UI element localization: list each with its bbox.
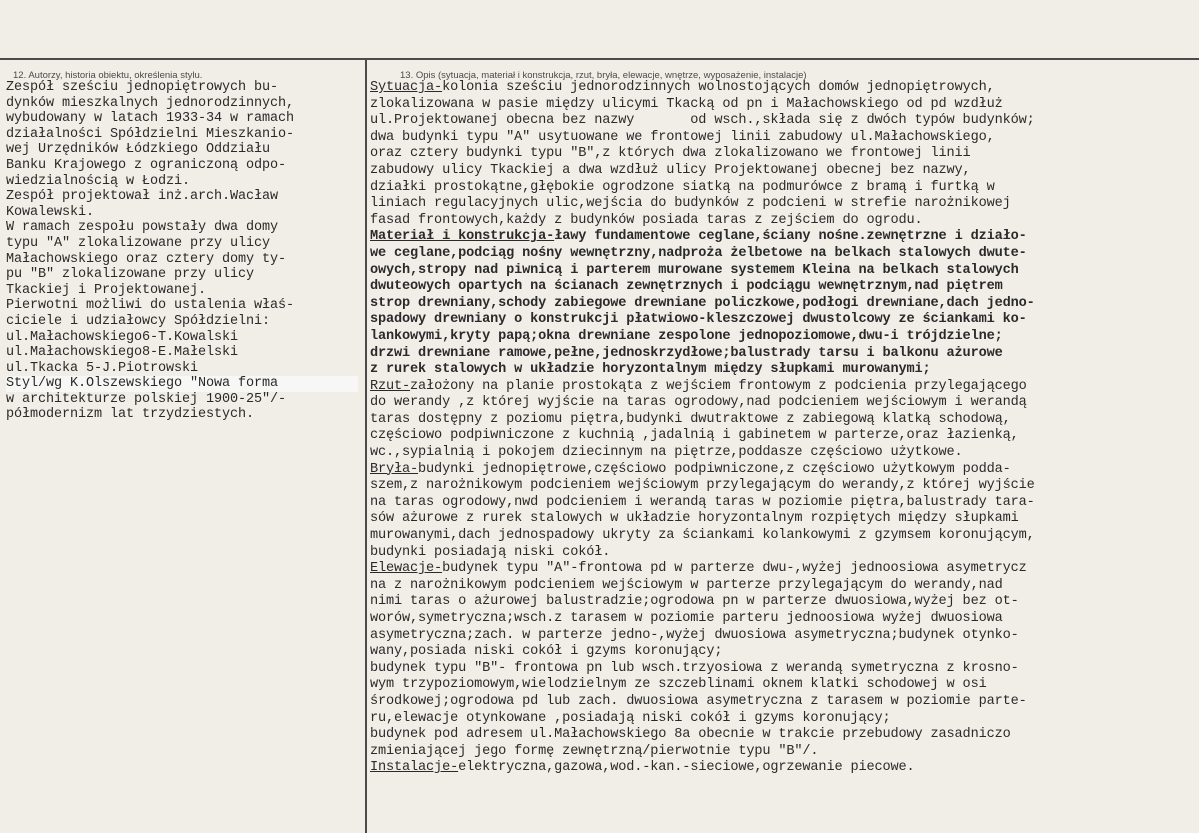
material-line: spadowy drewniany o konstrukcji płatwiowo-kleszczowej dwustolcowy ze ściankami ko-: [370, 312, 1027, 328]
elewacje-line: zmieniającej jego formę zewnętrzną/pierwotnie typu "B"/.: [370, 743, 819, 759]
header-authors-history: 12. Autorzy, historia obiektu, określenia stylu.: [13, 70, 203, 81]
section-heading-sytuacja: Sytuacja-: [370, 80, 443, 95]
sytuacja-line: dwa budynki typu "A" usytuowane we frontowej linii zabudowy ul.Małachowskiego,: [370, 129, 995, 145]
section-heading-rzut: Rzut-: [370, 378, 411, 394]
left-line: Styl/wg K.Olszewskiego "Nowa forma: [6, 376, 358, 392]
left-line: W ramach zespołu powstały dwa domy: [6, 220, 279, 236]
sytuacja-line: zlokalizowana w pasie między ulicymi Tkacką od pn i Małachowskiego od pd wzdłuż: [370, 96, 1003, 112]
left-line: pu "B" zlokalizowane przy ulicy: [6, 267, 255, 283]
right-column: [370, 80, 1192, 777]
sytuacja-line: zabudowy ulicy Tkackiej a dwa wzdłuż ulicy Projektowanej obecnej bez nazwy,: [370, 162, 971, 178]
rzut-text: założony na planie prostokąta z wejściem frontowym z podcienia przylegającego: [410, 378, 1027, 394]
bryla-line: [370, 462, 1192, 479]
elewacje-line: wany,posiada niski cokół i gzyms koronujący;: [370, 644, 723, 660]
sytuacja-line: fasad frontowych,każdy z budynków posiada taras z zejściem do ogrodu.: [370, 212, 923, 228]
material-line: drzwi drewniane ramowe,pełne,jednoskrzydłowe;balustrady tarsu i balkonu ażurowe: [370, 345, 1003, 361]
left-line: Zespół projektował inż.arch.Wacław: [6, 189, 279, 205]
left-line: ul.Małachowskiego8-E.Małelski: [6, 345, 239, 361]
elewacje-line: [370, 561, 1192, 578]
left-line: Małachowskiego oraz cztery domy ty-: [6, 251, 287, 267]
sytuacja-line: liniach regulacyjnych ulic,wejścia do budynków z podcieni w strefie narożnikowej: [370, 196, 1011, 212]
elewacje-text: budynek typu "A"-frontowa pd w parterze dwu-,wyżej jednoosiowa asymetrycz: [442, 561, 1027, 577]
rzut-line: [370, 379, 1192, 396]
material-line: we ceglane,podciąg nośny wewnętrzny,nadproża żelbetowe na belkach stalowych dwute-: [370, 245, 1027, 261]
left-column: [6, 80, 358, 423]
rzut-line: wc.,sypialnią i pokojem dziecinnym na piętrze,poddasze częściowo użytkowe.: [370, 445, 963, 461]
material-text: ławy fundamentowe ceglane,ściany nośne.zewnętrzne i działo-: [554, 229, 1027, 245]
bryla-line: budynki posiadają niski cokół.: [370, 544, 611, 560]
material-line: z rurek stalowych w układzie horyzontalnym między słupkami murowanymi;: [370, 362, 931, 378]
bryla-line: murowanymi,dach jednospadowy ukryty za ściankami kolankowymi z gzymsem koronującym,: [370, 528, 1035, 544]
sytuacja-text: kolonia sześciu jednorodzinnych wolnostojących domów jednopiętrowych,: [442, 80, 995, 95]
rzut-line: taras dostępny z poziomu piętra,budynki dwutraktowe z zabiegową klatką schodową,: [370, 411, 1011, 427]
left-line: Zespół sześciu jednopiętrowych bu-: [6, 80, 279, 95]
material-line: lankowymi,kryty papą;okna drewniane zespolone jednopoziomowe,dwu-i trójdzielne;: [370, 328, 1003, 344]
elewacje-line: budynek pod adresem ul.Małachowskiego 8a obecnie w trakcie przebudowy zasadniczo: [370, 727, 1011, 743]
elewacje-line: worów,symetryczna;wsch.z tarasem w poziomie parteru jednoosiowa wyżej dwuosiowa: [370, 611, 1003, 626]
left-line: półmodernizm lat trzydziestych.: [6, 407, 255, 423]
section-heading-bryla: Bryła-: [370, 461, 419, 477]
bryla-line: sów ażurowe z rurek stalowych w układzie horyzontalnym rozpiętych między słupkami: [370, 511, 1019, 527]
material-line: [370, 229, 1192, 246]
material-line: strop drewniany,schody zabiegowe drewniane policzkowe,podłogi drewniane,dach jedno-: [370, 295, 1035, 311]
instalacje-text: elektryczna,gazowa,wod.-kan.-sieciowe,ogrzewanie piecowe.: [458, 760, 915, 776]
left-line: Banku Krajowego z ograniczoną odpo-: [6, 157, 287, 173]
sytuacja-line: działki prostokątne,głębokie ogrodzone siatką na podmurówce z bramą i furtką w: [370, 179, 995, 195]
left-line: Kowalewski.: [6, 204, 95, 220]
sytuacja-line: oraz cztery budynki typu "B",z których dwa zlokalizowano we frontowej linii: [370, 146, 971, 162]
left-line: dynków mieszkalnych jednorodzinnych,: [6, 95, 295, 111]
left-line: ul.Tkacka 5-J.Piotrowski: [6, 360, 199, 376]
left-line: wiedzialnością w Łodzi.: [6, 173, 191, 189]
rzut-line: do werandy ,z której wyjście na taras ogrodowy,nad podcieniem wejściowym i werandą: [370, 395, 1027, 411]
material-line: owych,stropy nad piwnicą i parterem murowane systemem Kleina na belkach stalowych: [370, 262, 1019, 278]
bryla-line: szem,z narożnikowym podcieniem wejściowym przylegającym do werandy,z której wyjście: [370, 478, 1035, 494]
left-line: Tkackiej i Projektowanej.: [6, 282, 207, 298]
elewacje-line: asymetryczna;zach. w parterze jedno-,wyżej dwuosiowa asymetryczna;budynek otynko-: [370, 627, 1019, 643]
section-heading-elewacje: Elewacje-: [370, 561, 443, 577]
left-line: wej Urzędników Łódzkiego Oddziału: [6, 142, 271, 158]
column-divider: [365, 58, 367, 833]
bryla-line: na taras ogrodowy,nwd podcieniem i werandą taras w poziomie piętra,balustrady tara-: [370, 494, 1035, 510]
section-heading-material: Materiał i konstrukcja-: [370, 229, 555, 245]
elewacje-line: budynek typu "B"- frontowa pn lub wsch.trzyosiowa z werandą symetryczna z krosno-: [370, 660, 1019, 676]
rzut-line: częściowo podpiwniczone z kuchnią ,jadalnią i gabinetem w parterze,oraz łazienką,: [370, 428, 1019, 444]
header-description: 13. Opis (sytuacja, materiał i konstrukcja, rzut, bryła, elewacje, wnętrze, wyposażenie, instalacje): [400, 70, 807, 81]
sytuacja-line: ul.Projektowanej obecna bez nazwy od wsch.,składa się z dwóch typów budynków;: [370, 113, 1035, 129]
section-heading-instalacje: Instalacje-: [370, 760, 459, 776]
elewacje-line: wym trzypoziomowym,wielodzielnym ze szczeblinami oknem klatki schodowej w osi: [370, 677, 987, 693]
left-line: ul.Małachowskiego6-T.Kowalski: [6, 329, 239, 345]
elewacje-line: na z narożnikowym podcieniem wejściowym w parterze przylegającym do werandy,nad: [370, 577, 1003, 593]
bryla-text: budynki jednopiętrowe,częściowo podpiwniczone,z częściowo użytkowym podda-: [418, 461, 1011, 477]
material-line: dwuteowych opartych na ścianach zewnętrznych i podciągu wewnętrznym,nad piętrem: [370, 279, 1003, 295]
left-line: ciciele i udziałowcy Spółdzielni:: [6, 313, 271, 329]
sytuacja-line: [370, 80, 1192, 97]
elewacje-line: ru,elewacje otynkowane ,posiadają niski cokół i gzyms koronujący;: [370, 710, 891, 726]
instalacje-line: [370, 760, 1192, 777]
left-line: w architekturze polskiej 1900-25"/-: [6, 391, 287, 407]
left-line: Pierwotni możliwi do ustalenia właś-: [6, 298, 295, 314]
left-line: działalności Spółdzielni Mieszkanio-: [6, 126, 295, 142]
elewacje-line: środkowej;ogrodowa pd lub zach. dwuosiowa asymetryczna z tarasem w poziomie parte-: [370, 693, 1027, 709]
left-line: wybudowany w latach 1933-34 w ramach: [6, 111, 295, 127]
left-line: typu "A" zlokalizowane przy ulicy: [6, 235, 271, 251]
elewacje-line: nimi taras o ażurowej balustradzie;ogrodowa pn w parterze dwuosiowa,wyżej bez ot-: [370, 594, 1019, 610]
top-rule: [0, 58, 1199, 60]
